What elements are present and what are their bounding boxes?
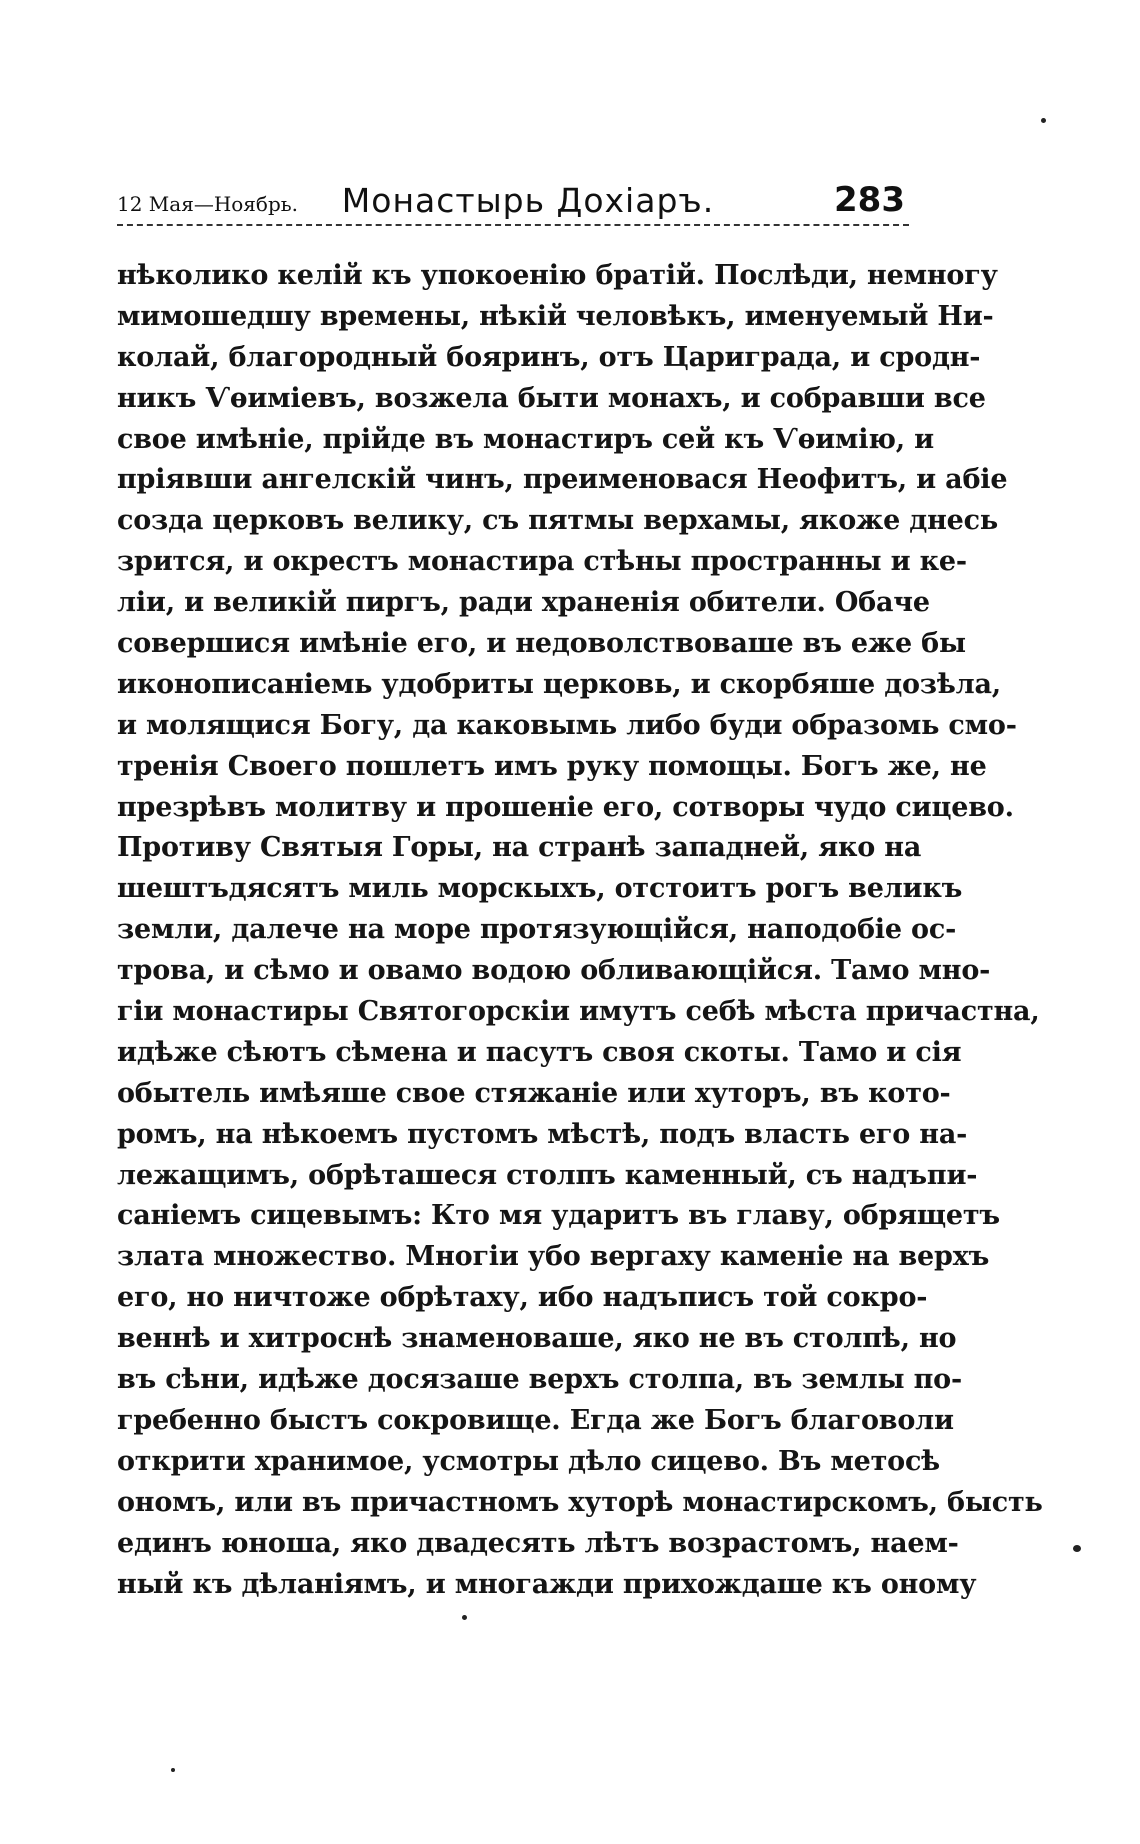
text-line: мимошедшу времены, нѣкій человѣкъ, именуемый Ни- xyxy=(117,300,994,332)
text-line: зрится, и окрестъ монастира стѣны пространны и ке- xyxy=(117,546,967,578)
text-line: гребенно быстъ сокровище. Егда же Богъ благоволи xyxy=(117,1404,954,1436)
page-number: 283 xyxy=(834,180,905,220)
scan-speck xyxy=(171,1768,175,1772)
text-line: гіи монастиры Святогорскіи имутъ себѣ мѣста причастна, xyxy=(117,996,1040,1028)
scan-speck xyxy=(462,1615,467,1620)
text-line: ромъ, на нѣкоемъ пустомъ мѣстѣ, подъ власть его на- xyxy=(117,1118,968,1150)
scan-speck xyxy=(1073,1545,1081,1552)
text-line: единъ юноша, яко двадесять лѣтъ возрастомъ, наем- xyxy=(117,1527,959,1559)
text-line: ліи, и великій пиргъ, ради храненія обители. Обаче xyxy=(117,587,930,619)
text-line: тренія Своего пошлетъ имъ руку помощы. Богъ же, не xyxy=(117,750,987,782)
text-line: свое имѣніе, прійде въ монастиръ сей къ Ѵѳимію, и xyxy=(117,423,934,455)
text-line: злата множество. Многіи убо вергаху каменіе на верхъ xyxy=(117,1241,990,1273)
chapter-title: Монастырь Дохіаръ. xyxy=(341,181,715,220)
text-line: шештъдясятъ миль морскыхъ, отстоитъ рогъ великъ xyxy=(117,873,963,905)
text-line: созда церковъ велику, съ пятмы верхамы, якоже днесь xyxy=(117,505,998,537)
body-text xyxy=(117,256,1043,1605)
text-line: земли, далече на море протязующійся, наподобіе ос- xyxy=(117,914,957,946)
text-line: открити хранимое, усмотры дѣло сицево. Въ метосѣ xyxy=(117,1445,940,1477)
header-rule xyxy=(117,224,909,226)
scan-speck xyxy=(1041,118,1046,123)
text-line: никъ Ѵѳиміевъ, возжела быти монахъ, и собравши все xyxy=(117,382,986,414)
text-line: ономъ, или въ причастномъ хуторѣ монастирскомъ, бысть xyxy=(117,1486,1043,1518)
text-line: нѣколико келій къ упокоенію братій. Послѣди, немногу xyxy=(117,260,998,291)
text-line: и молящися Богу, да каковымь либо буди образомь смо- xyxy=(117,709,1017,741)
text-line: ный къ дѣланіямъ, и многажди прихождаше къ оному xyxy=(117,1568,977,1600)
text-line: трова, и сѣмо и овамо водою обливающійся. Тамо мно- xyxy=(117,955,991,987)
text-line: лежащимъ, обрѣташеся столпъ каменный, съ надъпи- xyxy=(117,1159,978,1191)
text-line: веннѣ и хитроснѣ знаменоваше, яко не въ столпѣ, но xyxy=(117,1323,957,1355)
text-line: пріявши ангелскій чинъ, преименовася Неофитъ, и абіе xyxy=(117,464,1008,496)
text-line: идѣже сѣютъ сѣмена и пасутъ своя скоты. Тамо и сія xyxy=(117,1036,962,1068)
text-line: иконописаніемь удобриты церковь, и скорбяше дозѣла, xyxy=(117,668,1001,700)
text-line: саніемъ сицевымъ: Кто мя ударитъ въ главу, обрящетъ xyxy=(117,1200,1000,1232)
page-header xyxy=(117,176,909,222)
text-line: обытель имѣяше свое стяжаніе или хуторъ, въ кото- xyxy=(117,1077,951,1109)
text-line: его, но ничтоже обрѣтаху, ибо надъписъ той сокро- xyxy=(117,1282,928,1314)
text-line: презрѣвъ молитву и прошеніе его, сотворы чудо сицево. xyxy=(117,791,1014,823)
text-line: Противу Святыя Горы, на странѣ западней, яко на xyxy=(117,832,922,864)
text-line: въ сѣни, идѣже досязаше верхъ столпа, въ землы по- xyxy=(117,1364,962,1396)
running-head-date: 12 Мая—Ноябрь. xyxy=(117,192,299,216)
text-line: колай, благородный бояринъ, отъ Цариграда, и сродн- xyxy=(117,341,981,373)
text-line: совершися имѣніе его, и недоволствоваше въ еже бы xyxy=(117,628,966,660)
